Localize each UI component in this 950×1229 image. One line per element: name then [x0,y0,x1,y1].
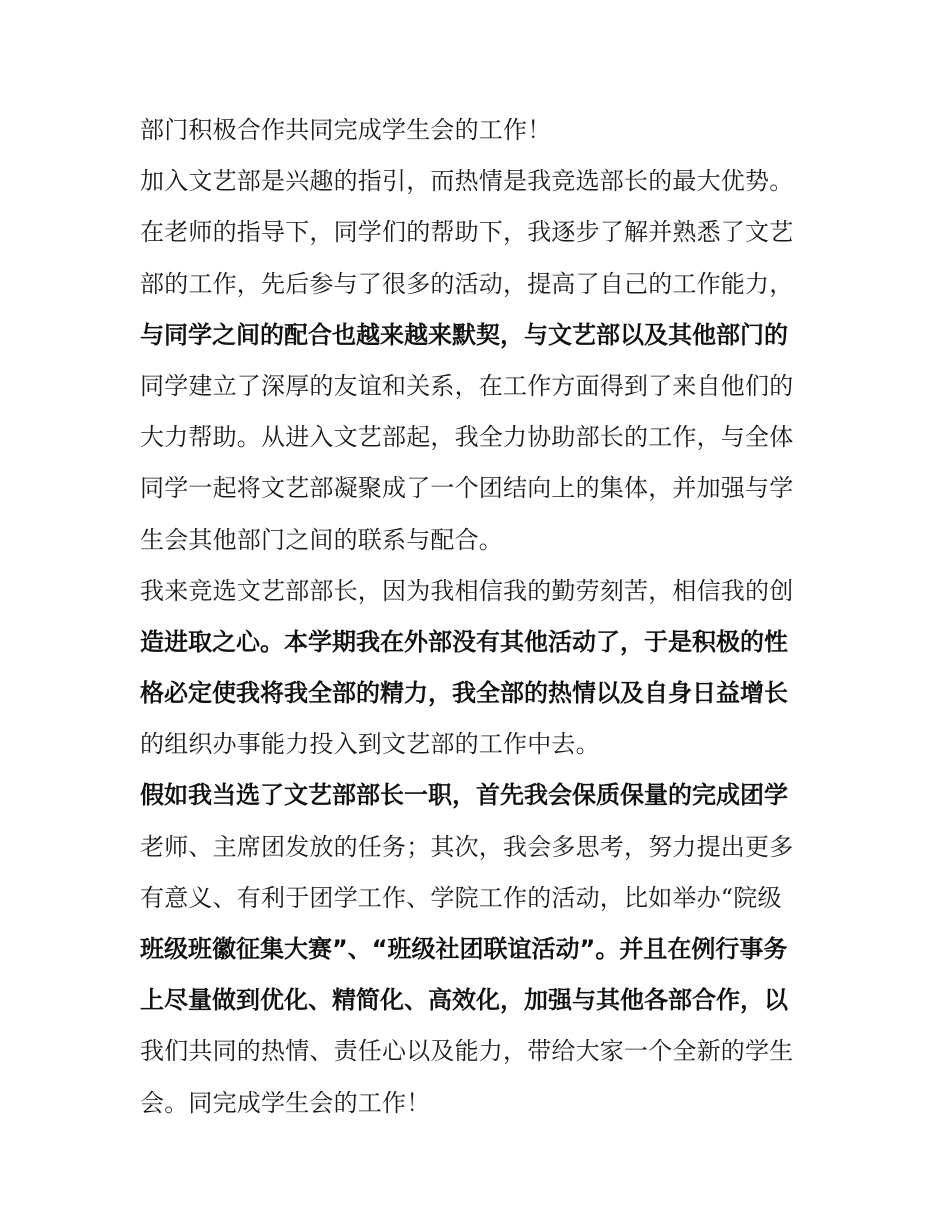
text-line: 同学建立了深厚的友谊和关系，在工作方面得到了来自他们的 [140,371,794,400]
text-line: 造进取之心。本学期我在外部没有其他活动了，于是积极的性 [140,627,788,656]
text-line: 同学一起将文艺部凝聚成了一个团结向上的集体，并加强与学 [140,474,794,503]
document-body [140,109,820,1133]
text-line: 班级班徽征集大赛”、“班级社团联谊活动”。并且在例行事务 [140,935,788,963]
text-line: 生会其他部门之间的联系与配合。 [140,525,503,554]
text-line: 部的工作，先后参与了很多的活动，提高了自己的工作能力， [140,269,794,298]
text-line: 我们共同的热情、责任心以及能力，带给大家一个全新的学生 [140,1037,794,1066]
text-line: 与同学之间的配合也越来越来默契，与文艺部以及其他部门的 [140,320,788,349]
text-line: 格必定使我将我全部的精力，我全部的热情以及自身日益增长 [140,679,788,708]
text-line: 大力帮助。从进入文艺部起，我全力协助部长的工作，与全体 [140,423,794,452]
text-line: 的组织办事能力投入到文艺部的工作中去。 [140,730,600,759]
text-line: 我来竞选文艺部部长，因为我相信我的勤劳刻苦，相信我的创 [140,576,794,605]
text-line: 上尽量做到优化、精简化、高效化，加强与其他各部合作，以 [140,986,788,1015]
text-line: 有意义、有利于团学工作、学院工作的活动，比如举办“院级 [140,883,782,912]
text-line: 假如我当选了文艺部部长一职，首先我会保质保量的完成团学 [140,781,788,810]
text-line: 部门积极合作共同完成学生会的工作！ [140,116,552,144]
text-line: 会。同完成学生会的工作！ [140,1088,431,1117]
text-line: 老师、主席团发放的任务；其次，我会多思考，努力提出更多 [140,832,794,861]
text-line: 在老师的指导下，同学们的帮助下，我逐步了解并熟悉了文艺 [140,218,794,247]
text-line: 加入文艺部是兴趣的指引，而热情是我竞选部长的最大优势。 [140,167,794,196]
